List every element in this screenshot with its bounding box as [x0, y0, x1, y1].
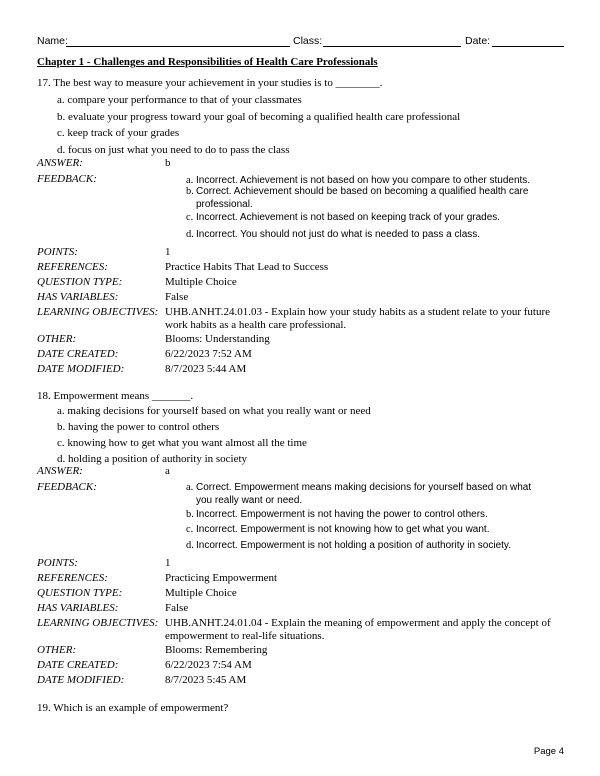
question-17-option-a: a. compare your performance to that of your classmates	[57, 94, 302, 106]
q17-points-value: 1	[165, 246, 171, 258]
q18-question-type-value: Multiple Choice	[165, 587, 237, 599]
q18-references-value: Practicing Empowerment	[165, 572, 278, 584]
q17-learning-objectives-value: UHB.ANHT.24.01.03 - Explain how your study habits as a student relate to your future work habits as a health care professional.	[165, 306, 551, 331]
q17-question-type-value: Multiple Choice	[165, 276, 237, 288]
q18-feedback-text: Correct. Empowerment means making decisions for yourself based on what you really want or need.	[196, 482, 532, 506]
q17-other-value: Blooms: Understanding	[165, 333, 270, 345]
question-17-option-d: d. focus on just what you need to do to pass the class	[57, 144, 290, 156]
q18-date-created-label: DATE CREATED:	[37, 659, 119, 671]
question-17-stem: 17. The best way to measure your achievement in your studies is to ________.	[37, 77, 383, 89]
q17-learning-objectives-label: LEARNING OBJECTIVES:	[37, 306, 159, 318]
q17-answer-label: ANSWER:	[37, 157, 83, 169]
name-label: Name:	[37, 35, 68, 47]
q18-answer-label: ANSWER:	[37, 465, 83, 477]
class-line	[323, 46, 461, 47]
q17-feedback-letter: c.	[186, 212, 194, 223]
chapter-title: Chapter 1 - Challenges and Responsibilities of Health Care Professionals	[37, 56, 378, 68]
q17-has-variables-label: HAS VARIABLES:	[37, 291, 119, 303]
q18-feedback-letter: d.	[186, 540, 194, 551]
question-17-option-b: b. evaluate your progress toward your goal of becoming a qualified health care professional	[57, 111, 461, 123]
question-19-stem: 19. Which is an example of empowerment?	[37, 702, 229, 714]
q17-feedback-letter: a.	[186, 175, 194, 186]
question-18-option-c: c. knowing how to get what you want almost all the time	[57, 437, 307, 449]
question-18-option-d: d. holding a position of authority in society	[57, 453, 248, 465]
class-label: Class:	[293, 35, 323, 47]
q18-feedback-text: Incorrect. Empowerment is not knowing how to get what you want.	[196, 524, 490, 535]
q17-question-type-label: QUESTION TYPE:	[37, 276, 123, 288]
q18-date-modified-value: 8/7/2023 5:45 AM	[165, 674, 247, 686]
question-18-option-a: a. making decisions for yourself based on what you really want or need	[57, 405, 371, 417]
q17-feedback-letter: d.	[186, 229, 194, 240]
q17-feedback-text: Incorrect. You should not just do what is needed to pass a class.	[196, 229, 481, 240]
page-number: Page 4	[533, 746, 564, 757]
q17-date-modified-label: DATE MODIFIED:	[37, 363, 125, 375]
q18-points-label: POINTS:	[37, 557, 78, 569]
q18-learning-objectives-label: LEARNING OBJECTIVES:	[37, 617, 159, 629]
q18-feedback-letter: b.	[186, 509, 194, 520]
q17-points-label: POINTS:	[37, 246, 78, 258]
name-line	[66, 46, 290, 47]
q17-feedback-text: Incorrect. Achievement is not based on keeping track of your grades.	[196, 212, 501, 223]
q18-feedback-label: FEEDBACK:	[37, 481, 97, 493]
q17-feedback-text: Incorrect. Achievement is not based on how you compare to other students.	[196, 175, 531, 186]
q17-references-value: Practice Habits That Lead to Success	[165, 261, 329, 273]
q17-feedback-label: FEEDBACK:	[37, 173, 97, 185]
q18-has-variables-value: False	[165, 602, 189, 614]
q18-answer-value: a	[165, 465, 170, 477]
q18-question-type-label: QUESTION TYPE:	[37, 587, 123, 599]
q18-other-value: Blooms: Remembering	[165, 644, 268, 656]
q18-date-modified-label: DATE MODIFIED:	[37, 674, 125, 686]
question-18-option-b: b. having the power to control others	[57, 421, 220, 433]
q17-date-created-label: DATE CREATED:	[37, 348, 119, 360]
q18-references-label: REFERENCES:	[37, 572, 108, 584]
q17-other-label: OTHER:	[37, 333, 77, 345]
q18-feedback-letter: a.	[186, 482, 194, 493]
date-label: Date:	[465, 35, 491, 47]
q18-has-variables-label: HAS VARIABLES:	[37, 602, 119, 614]
q17-date-modified-value: 8/7/2023 5:44 AM	[165, 363, 247, 375]
question-17-option-c: c. keep track of your grades	[57, 127, 180, 139]
q18-date-created-value: 6/22/2023 7:54 AM	[165, 659, 252, 671]
q18-feedback-letter: c.	[186, 524, 194, 535]
question-18-stem: 18. Empowerment means _______.	[37, 390, 194, 402]
q17-feedback-text: Correct. Achievement should be based on becoming a qualified health care professional.	[196, 186, 529, 210]
date-line	[492, 46, 564, 47]
q17-answer-value: b	[165, 157, 171, 169]
q18-feedback-text: Incorrect. Empowerment is not having the power to control others.	[196, 509, 488, 520]
q17-feedback-letter: b.	[186, 186, 194, 197]
q17-has-variables-value: False	[165, 291, 189, 303]
q18-other-label: OTHER:	[37, 644, 77, 656]
q18-feedback-text: Incorrect. Empowerment is not holding a position of authority in society.	[196, 540, 511, 551]
q17-references-label: REFERENCES:	[37, 261, 108, 273]
q17-date-created-value: 6/22/2023 7:52 AM	[165, 348, 252, 360]
q18-learning-objectives-value: UHB.ANHT.24.01.04 - Explain the meaning of empowerment and apply the concept of empowerment to real-life situations.	[165, 617, 551, 642]
q18-points-value: 1	[165, 557, 171, 569]
